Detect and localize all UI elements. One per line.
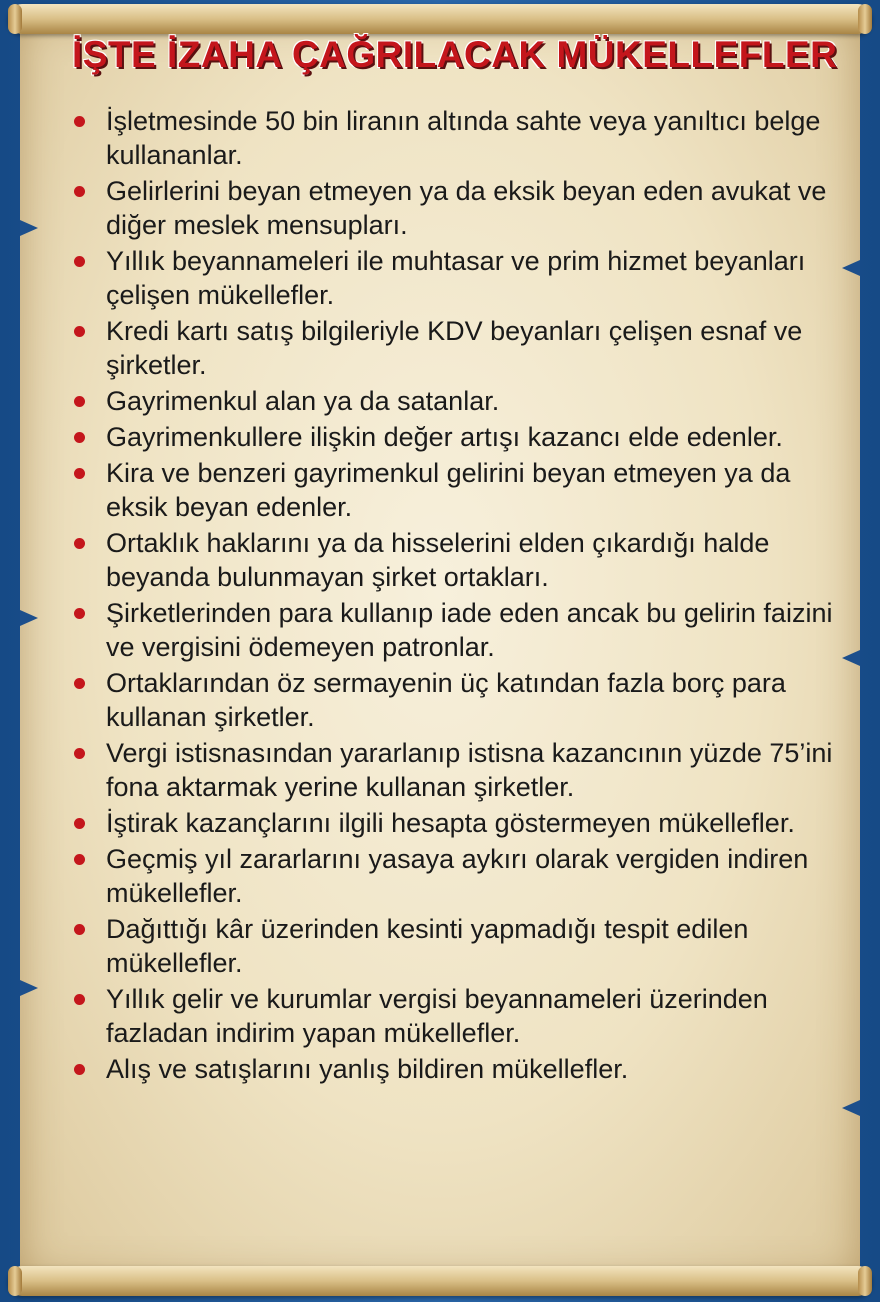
list-item	[72, 456, 852, 524]
list-item	[72, 1052, 852, 1086]
list-item-text: Gayrimenkul alan ya da satanlar.	[106, 386, 500, 416]
list-item	[72, 982, 852, 1050]
list-item-text: Vergi istisnasından yararlanıp istisna kazancının yüzde 75’ini fona aktarmak yerine kullanan şirketler.	[106, 738, 833, 802]
list-item	[72, 666, 852, 734]
list-item	[72, 526, 852, 594]
scroll-edge-notch	[20, 610, 38, 626]
scroll-roll-bottom	[8, 1266, 872, 1296]
scroll-edge-notch	[20, 220, 38, 236]
scroll-roll-top	[8, 4, 872, 34]
bullet-icon	[74, 396, 85, 407]
scroll-roll-end	[8, 1266, 22, 1296]
scroll-roll-end	[8, 4, 22, 34]
list-item-text: Geçmiş yıl zararlarını yasaya aykırı olarak vergiden indiren mükellefler.	[106, 844, 809, 908]
list-item-text: Dağıttığı kâr üzerinden kesinti yapmadığı tespit edilen mükellefler.	[106, 914, 749, 978]
scroll-roll-end	[858, 1266, 872, 1296]
bullet-icon	[74, 538, 85, 549]
list-item	[72, 420, 852, 454]
list-item	[72, 806, 852, 840]
list-item-text: Gayrimenkullere ilişkin değer artışı kazancı elde edenler.	[106, 422, 783, 452]
list-item-text: Alış ve satışlarını yanlış bildiren mükellefler.	[106, 1054, 629, 1084]
list-item-text: Gelirlerini beyan etmeyen ya da eksik beyan eden avukat ve diğer meslek mensupları.	[106, 176, 827, 240]
bullet-icon	[74, 468, 85, 479]
list-item	[72, 244, 852, 312]
bullet-icon	[74, 854, 85, 865]
list-item	[72, 842, 852, 910]
list-item	[72, 104, 852, 172]
list-item	[72, 596, 852, 664]
bullet-icon	[74, 678, 85, 689]
list-item-text: Yıllık beyannameleri ile muhtasar ve prim hizmet beyanları çelişen mükellefler.	[106, 246, 806, 310]
bullet-icon	[74, 186, 85, 197]
list-item-text: Kira ve benzeri gayrimenkul gelirini beyan etmeyen ya da eksik beyan edenler.	[106, 458, 791, 522]
scroll-edge-notch	[842, 1100, 860, 1116]
list-item-text: İşletmesinde 50 bin liranın altında sahte veya yanıltıcı belge kullananlar.	[106, 106, 821, 170]
bullet-icon	[74, 608, 85, 619]
bullet-icon	[74, 994, 85, 1005]
scroll-roll-end	[858, 4, 872, 34]
bullet-icon	[74, 818, 85, 829]
page-title: İŞTE İZAHA ÇAĞRILACAK MÜKELLEFLER	[72, 34, 838, 75]
scroll-edge-notch	[20, 980, 38, 996]
list-item	[72, 174, 852, 242]
list-item-text: İştirak kazançlarını ilgili hesapta göstermeyen mükellefler.	[106, 808, 795, 838]
list-item	[72, 314, 852, 382]
bullet-icon	[74, 326, 85, 337]
bullet-icon	[74, 1064, 85, 1075]
list-item-text: Yıllık gelir ve kurumlar vergisi beyannameleri üzerinden fazladan indirim yapan mükellefler.	[106, 984, 768, 1048]
list-item-text: Ortaklarından öz sermayenin üç katından fazla borç para kullanan şirketler.	[106, 668, 786, 732]
list-item-text: Kredi kartı satış bilgileriyle KDV beyanları çelişen esnaf ve şirketler.	[106, 316, 803, 380]
list-item	[72, 384, 852, 418]
bullet-icon	[74, 748, 85, 759]
bullet-icon	[74, 116, 85, 127]
list-item-text: Ortaklık haklarını ya da hisselerini elden çıkardığı halde beyanda bulunmayan şirket ortakları.	[106, 528, 770, 592]
list-item	[72, 912, 852, 980]
taxpayer-list	[72, 104, 852, 1088]
list-item-text: Şirketlerinden para kullanıp iade eden ancak bu gelirin faizini ve vergisini ödemeyen patronlar.	[106, 598, 833, 662]
list-item	[72, 736, 852, 804]
bullet-icon	[74, 924, 85, 935]
bullet-icon	[74, 432, 85, 443]
bullet-icon	[74, 256, 85, 267]
